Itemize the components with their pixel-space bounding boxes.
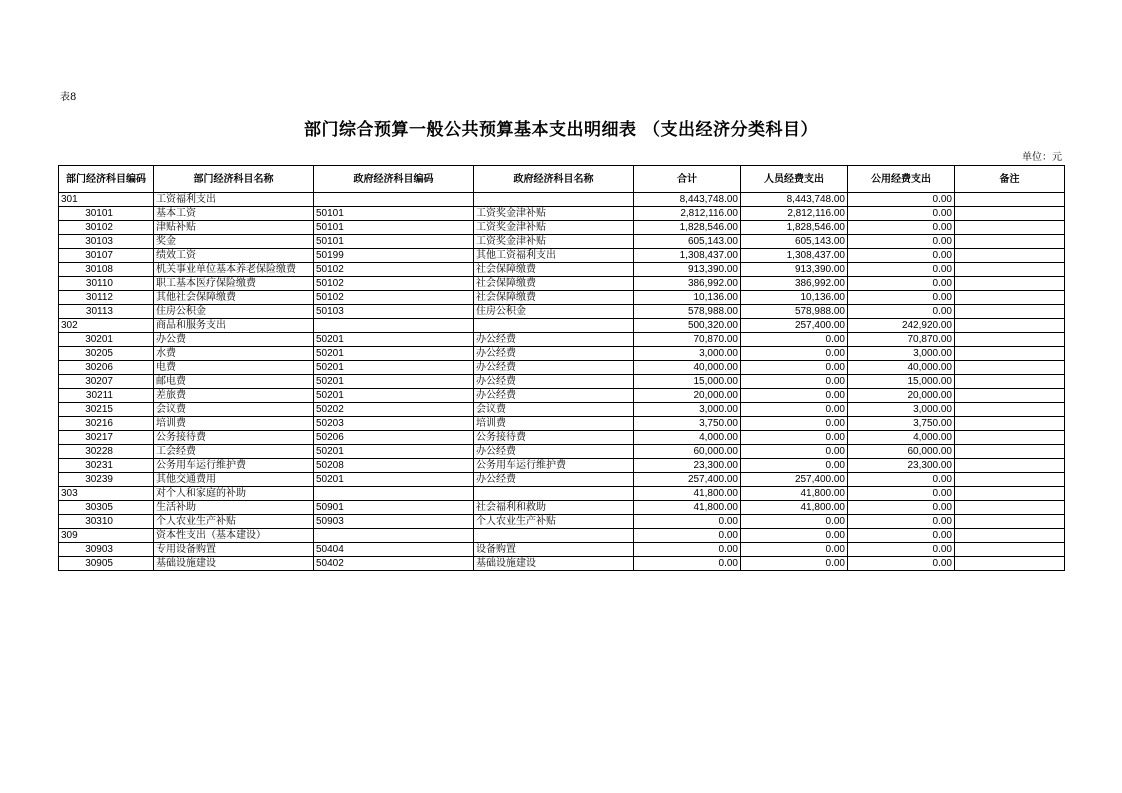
gov-code-cell: 50102 — [314, 277, 474, 291]
table-row — [59, 501, 1065, 515]
public-cell: 0.00 — [848, 193, 955, 207]
personnel-cell: 8,443,748.00 — [741, 193, 848, 207]
gov-name-cell: 办公经费 — [474, 333, 634, 347]
dept-name-cell: 邮电费 — [154, 375, 314, 389]
dept-name-cell: 差旅费 — [154, 389, 314, 403]
personnel-cell: 0.00 — [741, 445, 848, 459]
note-cell — [955, 291, 1065, 305]
note-cell — [955, 403, 1065, 417]
public-cell: 0.00 — [848, 543, 955, 557]
note-cell — [955, 375, 1065, 389]
table-row — [59, 557, 1065, 571]
gov-code-cell — [314, 529, 474, 543]
note-cell — [955, 501, 1065, 515]
gov-code-cell: 50101 — [314, 207, 474, 221]
note-cell — [955, 529, 1065, 543]
total-cell: 2,812,116.00 — [634, 207, 741, 221]
dept-code-cell: 30102 — [59, 221, 154, 235]
dept-code-cell: 30101 — [59, 207, 154, 221]
personnel-cell: 0.00 — [741, 403, 848, 417]
gov-name-cell: 办公经费 — [474, 361, 634, 375]
personnel-cell: 0.00 — [741, 459, 848, 473]
dept-code-cell: 30228 — [59, 445, 154, 459]
total-cell: 3,000.00 — [634, 347, 741, 361]
total-cell: 23,300.00 — [634, 459, 741, 473]
gov-name-cell: 培训费 — [474, 417, 634, 431]
dept-code-cell: 30215 — [59, 403, 154, 417]
dept-code-cell: 302 — [59, 319, 154, 333]
gov-name-cell: 办公经费 — [474, 375, 634, 389]
personnel-cell: 257,400.00 — [741, 319, 848, 333]
gov-name-cell: 工资奖金津补贴 — [474, 221, 634, 235]
dept-code-cell: 30107 — [59, 249, 154, 263]
personnel-cell: 386,992.00 — [741, 277, 848, 291]
table-row — [59, 291, 1065, 305]
dept-code-cell: 30310 — [59, 515, 154, 529]
public-cell: 20,000.00 — [848, 389, 955, 403]
gov-name-cell: 设备购置 — [474, 543, 634, 557]
gov-name-cell: 办公经费 — [474, 473, 634, 487]
public-cell: 0.00 — [848, 249, 955, 263]
dept-name-cell: 会议费 — [154, 403, 314, 417]
personnel-cell: 257,400.00 — [741, 473, 848, 487]
table-row — [59, 333, 1065, 347]
dept-name-cell: 资本性支出（基本建设） — [154, 529, 314, 543]
col-header-public: 公用经费支出 — [848, 166, 955, 193]
table-row — [59, 459, 1065, 473]
note-cell — [955, 417, 1065, 431]
dept-code-cell: 301 — [59, 193, 154, 207]
col-header-note: 备注 — [955, 166, 1065, 193]
note-cell — [955, 207, 1065, 221]
total-cell: 15,000.00 — [634, 375, 741, 389]
table-row — [59, 347, 1065, 361]
personnel-cell: 41,800.00 — [741, 501, 848, 515]
total-cell: 257,400.00 — [634, 473, 741, 487]
dept-code-cell: 30201 — [59, 333, 154, 347]
gov-code-cell: 50201 — [314, 375, 474, 389]
table-row — [59, 417, 1065, 431]
header-row — [59, 166, 1065, 193]
public-cell: 3,750.00 — [848, 417, 955, 431]
col-header-total: 合计 — [634, 166, 741, 193]
personnel-cell: 0.00 — [741, 431, 848, 445]
note-cell — [955, 445, 1065, 459]
personnel-cell: 0.00 — [741, 333, 848, 347]
personnel-cell: 0.00 — [741, 361, 848, 375]
dept-name-cell: 公务用车运行维护费 — [154, 459, 314, 473]
gov-name-cell: 工资奖金津补贴 — [474, 235, 634, 249]
total-cell: 8,443,748.00 — [634, 193, 741, 207]
gov-name-cell: 会议费 — [474, 403, 634, 417]
dept-code-cell: 30112 — [59, 291, 154, 305]
public-cell: 0.00 — [848, 207, 955, 221]
personnel-cell: 1,828,546.00 — [741, 221, 848, 235]
total-cell: 40,000.00 — [634, 361, 741, 375]
table-row — [59, 263, 1065, 277]
dept-code-cell: 30103 — [59, 235, 154, 249]
dept-name-cell: 基本工资 — [154, 207, 314, 221]
public-cell: 70,870.00 — [848, 333, 955, 347]
table-row — [59, 235, 1065, 249]
dept-code-cell: 30110 — [59, 277, 154, 291]
dept-code-cell: 30231 — [59, 459, 154, 473]
gov-code-cell: 50901 — [314, 501, 474, 515]
dept-code-cell: 30217 — [59, 431, 154, 445]
gov-name-cell — [474, 319, 634, 333]
total-cell: 578,988.00 — [634, 305, 741, 319]
table-row — [59, 431, 1065, 445]
dept-name-cell: 专用设备购置 — [154, 543, 314, 557]
col-header-dept-code: 部门经济科目编码 — [59, 166, 154, 193]
table-row — [59, 487, 1065, 501]
gov-code-cell: 50201 — [314, 445, 474, 459]
personnel-cell: 0.00 — [741, 529, 848, 543]
personnel-cell: 2,812,116.00 — [741, 207, 848, 221]
dept-name-cell: 商品和服务支出 — [154, 319, 314, 333]
note-cell — [955, 249, 1065, 263]
gov-code-cell: 50402 — [314, 557, 474, 571]
dept-name-cell: 对个人和家庭的补助 — [154, 487, 314, 501]
note-cell — [955, 319, 1065, 333]
gov-name-cell — [474, 193, 634, 207]
personnel-cell: 0.00 — [741, 515, 848, 529]
note-cell — [955, 193, 1065, 207]
public-cell: 0.00 — [848, 221, 955, 235]
public-cell: 0.00 — [848, 235, 955, 249]
total-cell: 0.00 — [634, 515, 741, 529]
note-cell — [955, 361, 1065, 375]
personnel-cell: 913,390.00 — [741, 263, 848, 277]
gov-code-cell — [314, 193, 474, 207]
gov-code-cell — [314, 319, 474, 333]
dept-name-cell: 机关事业单位基本养老保险缴费 — [154, 263, 314, 277]
gov-name-cell: 社会保障缴费 — [474, 277, 634, 291]
gov-name-cell: 其他工资福利支出 — [474, 249, 634, 263]
personnel-cell: 1,308,437.00 — [741, 249, 848, 263]
gov-code-cell: 50103 — [314, 305, 474, 319]
dept-code-cell: 303 — [59, 487, 154, 501]
personnel-cell: 0.00 — [741, 417, 848, 431]
dept-code-cell: 30207 — [59, 375, 154, 389]
dept-name-cell: 绩效工资 — [154, 249, 314, 263]
table-row — [59, 389, 1065, 403]
dept-name-cell: 个人农业生产补贴 — [154, 515, 314, 529]
public-cell: 60,000.00 — [848, 445, 955, 459]
gov-code-cell: 50199 — [314, 249, 474, 263]
dept-code-cell: 30108 — [59, 263, 154, 277]
total-cell: 20,000.00 — [634, 389, 741, 403]
gov-name-cell: 办公经费 — [474, 347, 634, 361]
public-cell: 0.00 — [848, 473, 955, 487]
table-row — [59, 249, 1065, 263]
gov-code-cell — [314, 487, 474, 501]
gov-code-cell: 50201 — [314, 333, 474, 347]
gov-name-cell: 办公经费 — [474, 389, 634, 403]
gov-code-cell: 50201 — [314, 347, 474, 361]
personnel-cell: 41,800.00 — [741, 487, 848, 501]
gov-name-cell: 基础设施建设 — [474, 557, 634, 571]
public-cell: 0.00 — [848, 305, 955, 319]
total-cell: 500,320.00 — [634, 319, 741, 333]
note-cell — [955, 221, 1065, 235]
gov-code-cell: 50202 — [314, 403, 474, 417]
col-header-gov-code: 政府经济科目编码 — [314, 166, 474, 193]
public-cell: 242,920.00 — [848, 319, 955, 333]
total-cell: 3,750.00 — [634, 417, 741, 431]
dept-name-cell: 职工基本医疗保险缴费 — [154, 277, 314, 291]
total-cell: 60,000.00 — [634, 445, 741, 459]
dept-name-cell: 住房公积金 — [154, 305, 314, 319]
table-row — [59, 529, 1065, 543]
note-cell — [955, 431, 1065, 445]
gov-code-cell: 50404 — [314, 543, 474, 557]
public-cell: 3,000.00 — [848, 403, 955, 417]
dept-code-cell: 309 — [59, 529, 154, 543]
table-row — [59, 193, 1065, 207]
dept-code-cell: 30903 — [59, 543, 154, 557]
public-cell: 15,000.00 — [848, 375, 955, 389]
gov-code-cell: 50206 — [314, 431, 474, 445]
gov-code-cell: 50102 — [314, 291, 474, 305]
table-row — [59, 221, 1065, 235]
table-row — [59, 445, 1065, 459]
gov-code-cell: 50201 — [314, 389, 474, 403]
dept-name-cell: 培训费 — [154, 417, 314, 431]
note-cell — [955, 543, 1065, 557]
col-header-personnel: 人员经费支出 — [741, 166, 848, 193]
dept-name-cell: 津贴补贴 — [154, 221, 314, 235]
total-cell: 0.00 — [634, 529, 741, 543]
personnel-cell: 10,136.00 — [741, 291, 848, 305]
page-title: 部门综合预算一般公共预算基本支出明细表 （支出经济分类科目） — [304, 120, 818, 140]
table-row — [59, 319, 1065, 333]
personnel-cell: 0.00 — [741, 543, 848, 557]
table-row — [59, 277, 1065, 291]
dept-name-cell: 工会经费 — [154, 445, 314, 459]
note-cell — [955, 235, 1065, 249]
total-cell: 3,000.00 — [634, 403, 741, 417]
gov-code-cell: 50201 — [314, 473, 474, 487]
dept-name-cell: 其他社会保障缴费 — [154, 291, 314, 305]
table-row — [59, 375, 1065, 389]
table-row — [59, 515, 1065, 529]
dept-code-cell: 30113 — [59, 305, 154, 319]
public-cell: 40,000.00 — [848, 361, 955, 375]
note-cell — [955, 487, 1065, 501]
table-row — [59, 207, 1065, 221]
personnel-cell: 0.00 — [741, 389, 848, 403]
table-row — [59, 473, 1065, 487]
note-cell — [955, 305, 1065, 319]
note-cell — [955, 459, 1065, 473]
dept-code-cell: 30905 — [59, 557, 154, 571]
gov-code-cell: 50102 — [314, 263, 474, 277]
public-cell: 0.00 — [848, 501, 955, 515]
dept-code-cell: 30205 — [59, 347, 154, 361]
total-cell: 0.00 — [634, 543, 741, 557]
col-header-gov-name: 政府经济科目名称 — [474, 166, 634, 193]
gov-code-cell: 50101 — [314, 221, 474, 235]
total-cell: 1,828,546.00 — [634, 221, 741, 235]
gov-name-cell: 社会保障缴费 — [474, 263, 634, 277]
table-row — [59, 543, 1065, 557]
table-row — [59, 403, 1065, 417]
dept-name-cell: 生活补助 — [154, 501, 314, 515]
gov-name-cell: 社会福利和救助 — [474, 501, 634, 515]
public-cell: 0.00 — [848, 529, 955, 543]
gov-code-cell: 50903 — [314, 515, 474, 529]
personnel-cell: 0.00 — [741, 375, 848, 389]
public-cell: 4,000.00 — [848, 431, 955, 445]
dept-code-cell: 30206 — [59, 361, 154, 375]
gov-name-cell: 公务用车运行维护费 — [474, 459, 634, 473]
dept-code-cell: 30216 — [59, 417, 154, 431]
note-cell — [955, 333, 1065, 347]
total-cell: 0.00 — [634, 557, 741, 571]
dept-name-cell: 奖金 — [154, 235, 314, 249]
dept-code-cell: 30211 — [59, 389, 154, 403]
public-cell: 0.00 — [848, 277, 955, 291]
total-cell: 10,136.00 — [634, 291, 741, 305]
total-cell: 41,800.00 — [634, 487, 741, 501]
note-cell — [955, 347, 1065, 361]
total-cell: 386,992.00 — [634, 277, 741, 291]
gov-name-cell: 公务接待费 — [474, 431, 634, 445]
total-cell: 70,870.00 — [634, 333, 741, 347]
dept-name-cell: 办公费 — [154, 333, 314, 347]
note-cell — [955, 389, 1065, 403]
gov-name-cell: 住房公积金 — [474, 305, 634, 319]
gov-code-cell: 50203 — [314, 417, 474, 431]
public-cell: 23,300.00 — [848, 459, 955, 473]
total-cell: 605,143.00 — [634, 235, 741, 249]
dept-name-cell: 水费 — [154, 347, 314, 361]
public-cell: 3,000.00 — [848, 347, 955, 361]
table-row — [59, 361, 1065, 375]
gov-name-cell — [474, 487, 634, 501]
gov-name-cell — [474, 529, 634, 543]
total-cell: 913,390.00 — [634, 263, 741, 277]
personnel-cell: 605,143.00 — [741, 235, 848, 249]
gov-code-cell: 50101 — [314, 235, 474, 249]
col-header-dept-name: 部门经济科目名称 — [154, 166, 314, 193]
note-cell — [955, 277, 1065, 291]
gov-code-cell: 50208 — [314, 459, 474, 473]
dept-name-cell: 其他交通费用 — [154, 473, 314, 487]
personnel-cell: 578,988.00 — [741, 305, 848, 319]
dept-name-cell: 公务接待费 — [154, 431, 314, 445]
sheet-label: 表8 — [60, 92, 77, 103]
public-cell: 0.00 — [848, 263, 955, 277]
expenditure-table — [58, 165, 1065, 571]
gov-code-cell: 50201 — [314, 361, 474, 375]
table-row — [59, 305, 1065, 319]
total-cell: 41,800.00 — [634, 501, 741, 515]
total-cell: 4,000.00 — [634, 431, 741, 445]
note-cell — [955, 515, 1065, 529]
note-cell — [955, 263, 1065, 277]
note-cell — [955, 557, 1065, 571]
gov-name-cell: 社会保障缴费 — [474, 291, 634, 305]
dept-name-cell: 基础设施建设 — [154, 557, 314, 571]
dept-name-cell: 电费 — [154, 361, 314, 375]
gov-name-cell: 工资奖金津补贴 — [474, 207, 634, 221]
gov-name-cell: 办公经费 — [474, 445, 634, 459]
dept-code-cell: 30239 — [59, 473, 154, 487]
public-cell: 0.00 — [848, 487, 955, 501]
dept-name-cell: 工资福利支出 — [154, 193, 314, 207]
public-cell: 0.00 — [848, 515, 955, 529]
public-cell: 0.00 — [848, 291, 955, 305]
personnel-cell: 0.00 — [741, 557, 848, 571]
gov-name-cell: 个人农业生产补贴 — [474, 515, 634, 529]
dept-code-cell: 30305 — [59, 501, 154, 515]
unit-label: 单位：元 — [1022, 152, 1062, 163]
public-cell: 0.00 — [848, 557, 955, 571]
note-cell — [955, 473, 1065, 487]
total-cell: 1,308,437.00 — [634, 249, 741, 263]
personnel-cell: 0.00 — [741, 347, 848, 361]
